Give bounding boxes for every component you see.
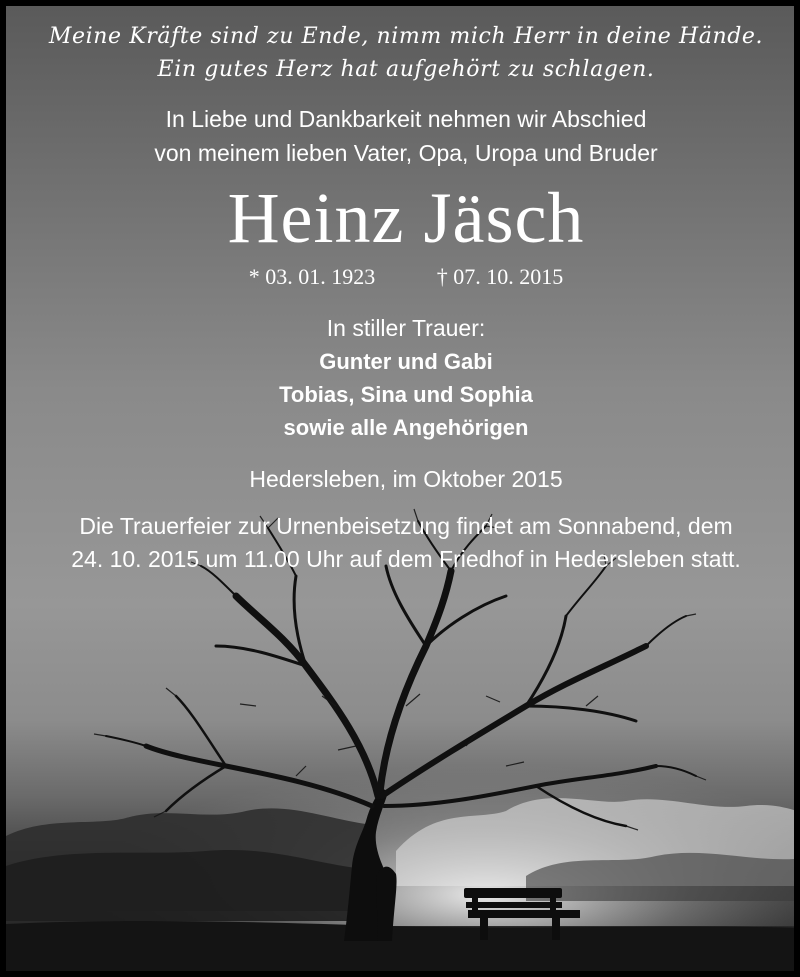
verse-line-1: Meine Kräfte sind zu Ende, nimm mich Herr in deine Hände. (48, 24, 764, 49)
death-date: † 07. 10. 2015 (436, 264, 564, 289)
mourner-line: Gunter und Gabi (319, 349, 493, 374)
notice-text (6, 6, 800, 576)
mourner-line: Tobias, Sina und Sophia (279, 382, 533, 407)
place-and-date: Hedersleben, im Oktober 2015 (249, 466, 563, 492)
ceremony-line-2: 24. 10. 2015 um 11.00 Uhr auf dem Friedhof in Hedersleben statt. (71, 546, 741, 572)
life-dates (6, 262, 800, 292)
intro (6, 102, 800, 170)
intro-line-2: von meinem lieben Vater, Opa, Uropa und Bruder (154, 140, 658, 166)
mourner-list (6, 345, 800, 444)
verse (6, 20, 800, 86)
birth-date: * 03. 01. 1923 (248, 264, 376, 289)
mourning-heading: In stiller Trauer: (326, 315, 486, 341)
ceremony-info (6, 510, 800, 576)
ceremony-line-1: Die Trauerfeier zur Urnenbeisetzung findet am Sonnabend, dem (79, 513, 733, 539)
deceased-name: Heinz Jäsch (227, 178, 585, 258)
verse-line-2: Ein gutes Herz hat aufgehört zu schlagen. (157, 57, 655, 82)
intro-line-1: In Liebe und Dankbarkeit nehmen wir Abschied (165, 106, 647, 132)
mourner-line: sowie alle Angehörigen (283, 415, 529, 440)
